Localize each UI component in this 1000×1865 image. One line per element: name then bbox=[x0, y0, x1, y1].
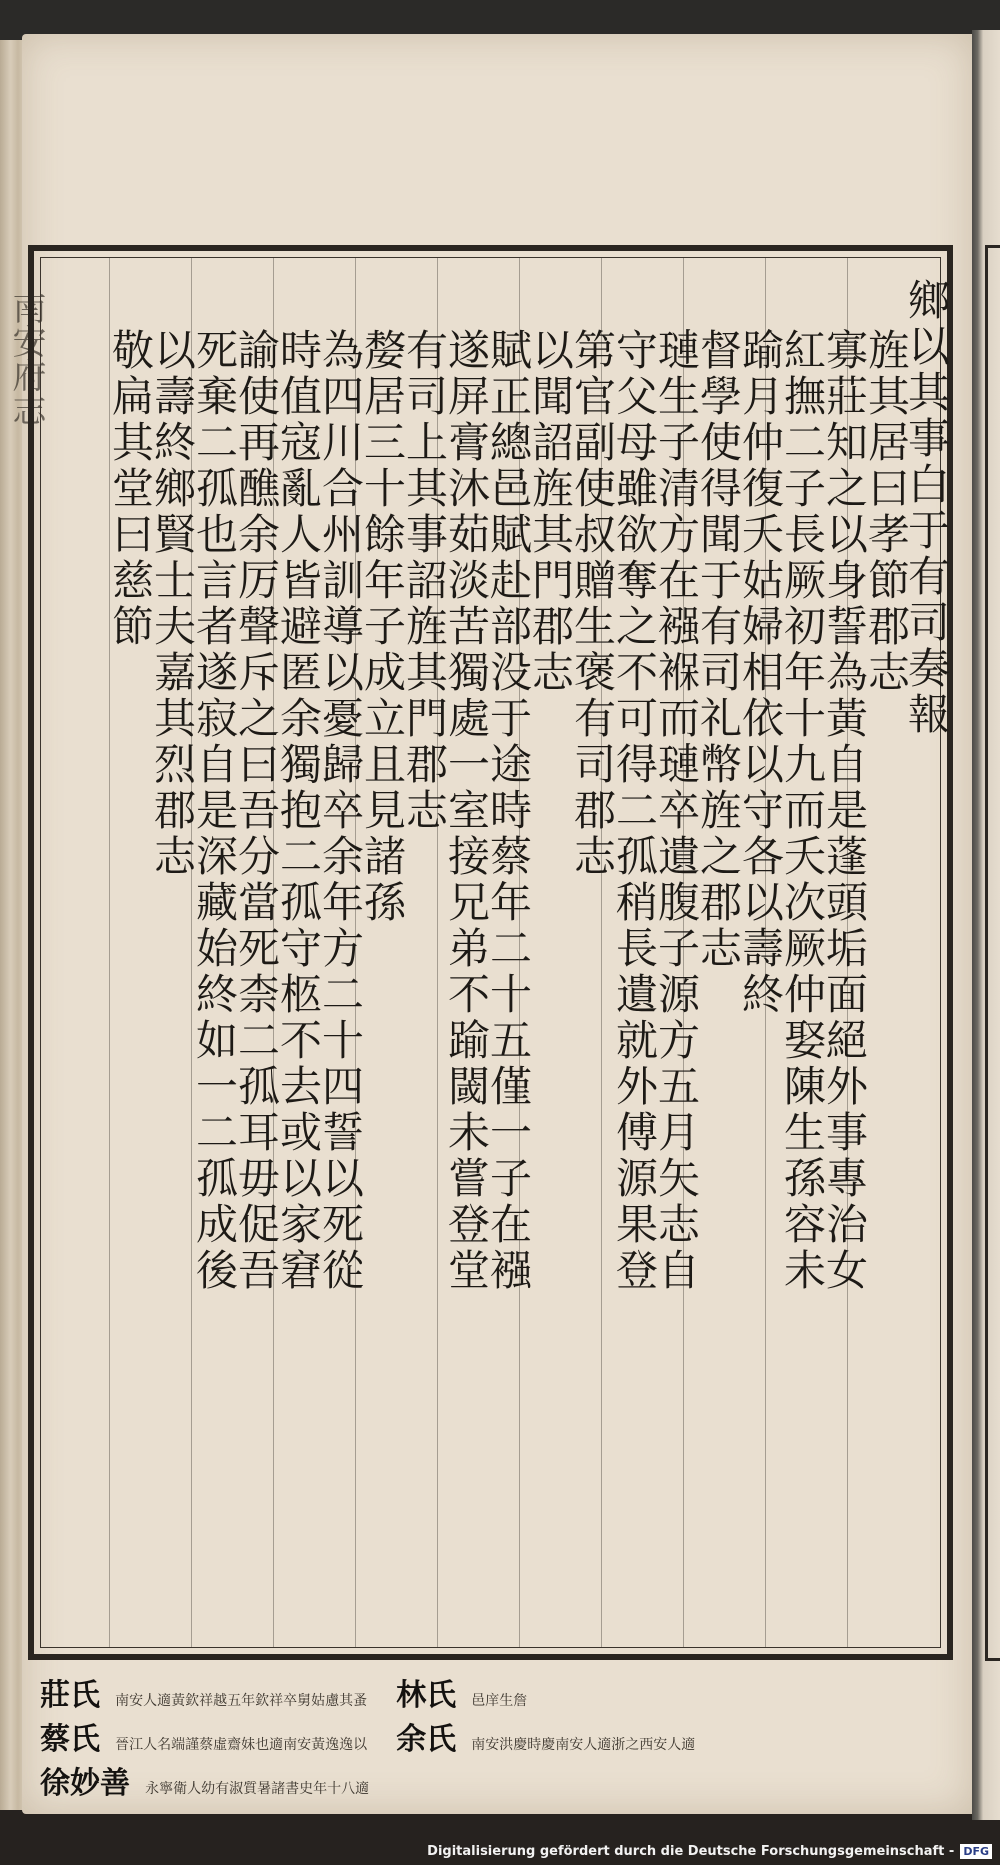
text-column-3: 寡莊知之以身誓為黃自是蓬頭垢面絕外事專治女 bbox=[820, 328, 869, 1294]
text-column-7: 璉生子清方在襁褓而璉卒遺腹子源方五月矢志自 bbox=[652, 328, 701, 1294]
text-column-15: 為四川合州訓導以憂歸卒余年方二十四誓以死從 bbox=[316, 328, 365, 1294]
name-note-5: 永寧衛人幼有淑質暑諸書史年十八適 bbox=[145, 1781, 370, 1797]
text-column-12: 遂屏膏沐茹淡苦獨處一室接兄弟不踰閾未嘗登堂 bbox=[442, 328, 491, 1294]
name-entry-5: 徐妙善 bbox=[40, 1766, 130, 1801]
name-note-2: 邑庠生詹 bbox=[471, 1693, 528, 1709]
text-column-19: 以壽終鄉賢士夫嘉其烈郡志 bbox=[148, 328, 197, 880]
name-entry-2: 林氏 bbox=[396, 1678, 457, 1713]
dfg-logo: DFG bbox=[960, 1844, 992, 1859]
text-column-2: 旌其居曰孝節郡志 bbox=[862, 328, 911, 696]
name-entry-3: 蔡氏 bbox=[40, 1722, 100, 1757]
text-column-13: 有司上其事詔旌其門郡志 bbox=[400, 328, 449, 834]
text-column-9: 第官副使叔贈生褒有司郡志 bbox=[568, 328, 617, 880]
name-note-1: 南安人適黃欽祥越五年欽祥卒舅姑慮其蚤 bbox=[115, 1693, 368, 1709]
text-column-8: 守父母雖欲奪之不可得二孤稍長遺就外傅源果登 bbox=[610, 328, 659, 1294]
next-page-frame bbox=[985, 245, 1000, 1661]
text-column-6: 督學使得聞于有司礼幣旌之郡志 bbox=[694, 328, 743, 972]
margin-running-head: 南安府志 bbox=[6, 290, 46, 426]
text-column-18: 死棄二孤也言者遂寂自是深藏始終如一二孤成後 bbox=[190, 328, 239, 1294]
text-frame-inner bbox=[40, 257, 951, 1648]
text-column-10: 以聞詔旌其門郡志 bbox=[526, 328, 575, 696]
digitization-credit bbox=[427, 1844, 992, 1859]
name-entry-1: 莊氏 bbox=[40, 1678, 100, 1713]
text-column-5: 踰月仲復夭姑婦相依以守各以壽終 bbox=[736, 328, 785, 1018]
name-entries bbox=[40, 1670, 960, 1800]
credit-text: Digitalisierung gefördert durch die Deutsche Forschungsgemeinschaft - bbox=[427, 1844, 955, 1859]
name-note-3: 晉江人名端謹蔡虛齋妹也適南安黃逸逸以 bbox=[115, 1737, 368, 1753]
text-column-14: 嫠居三十餘年子成立且見諸孫 bbox=[358, 328, 407, 926]
text-column-16: 時值寇亂人皆避匿余獨抱二孤守柩不去或以家窘 bbox=[274, 328, 323, 1294]
text-column-20: 敬扁其堂曰慈節 bbox=[106, 328, 155, 650]
text-column-11: 賦正總邑賦赴部没于途時蔡年二十五僅一子在襁 bbox=[484, 328, 533, 1294]
text-column-17: 諭使再醮余厉聲斥之曰吾分當死柰二孤耳毋促吾 bbox=[232, 328, 281, 1294]
name-entry-4: 余氏 bbox=[396, 1722, 457, 1757]
text-column-4: 紅撫二子長厥初年十九而夭次厥仲娶陳生孫容未 bbox=[778, 328, 827, 1294]
text-column-1: 鄉以其事白于有司奏報 bbox=[902, 278, 951, 738]
name-note-4: 南安洪慶時慶南安人適浙之西安人適 bbox=[471, 1737, 696, 1753]
text-frame bbox=[28, 245, 953, 1660]
